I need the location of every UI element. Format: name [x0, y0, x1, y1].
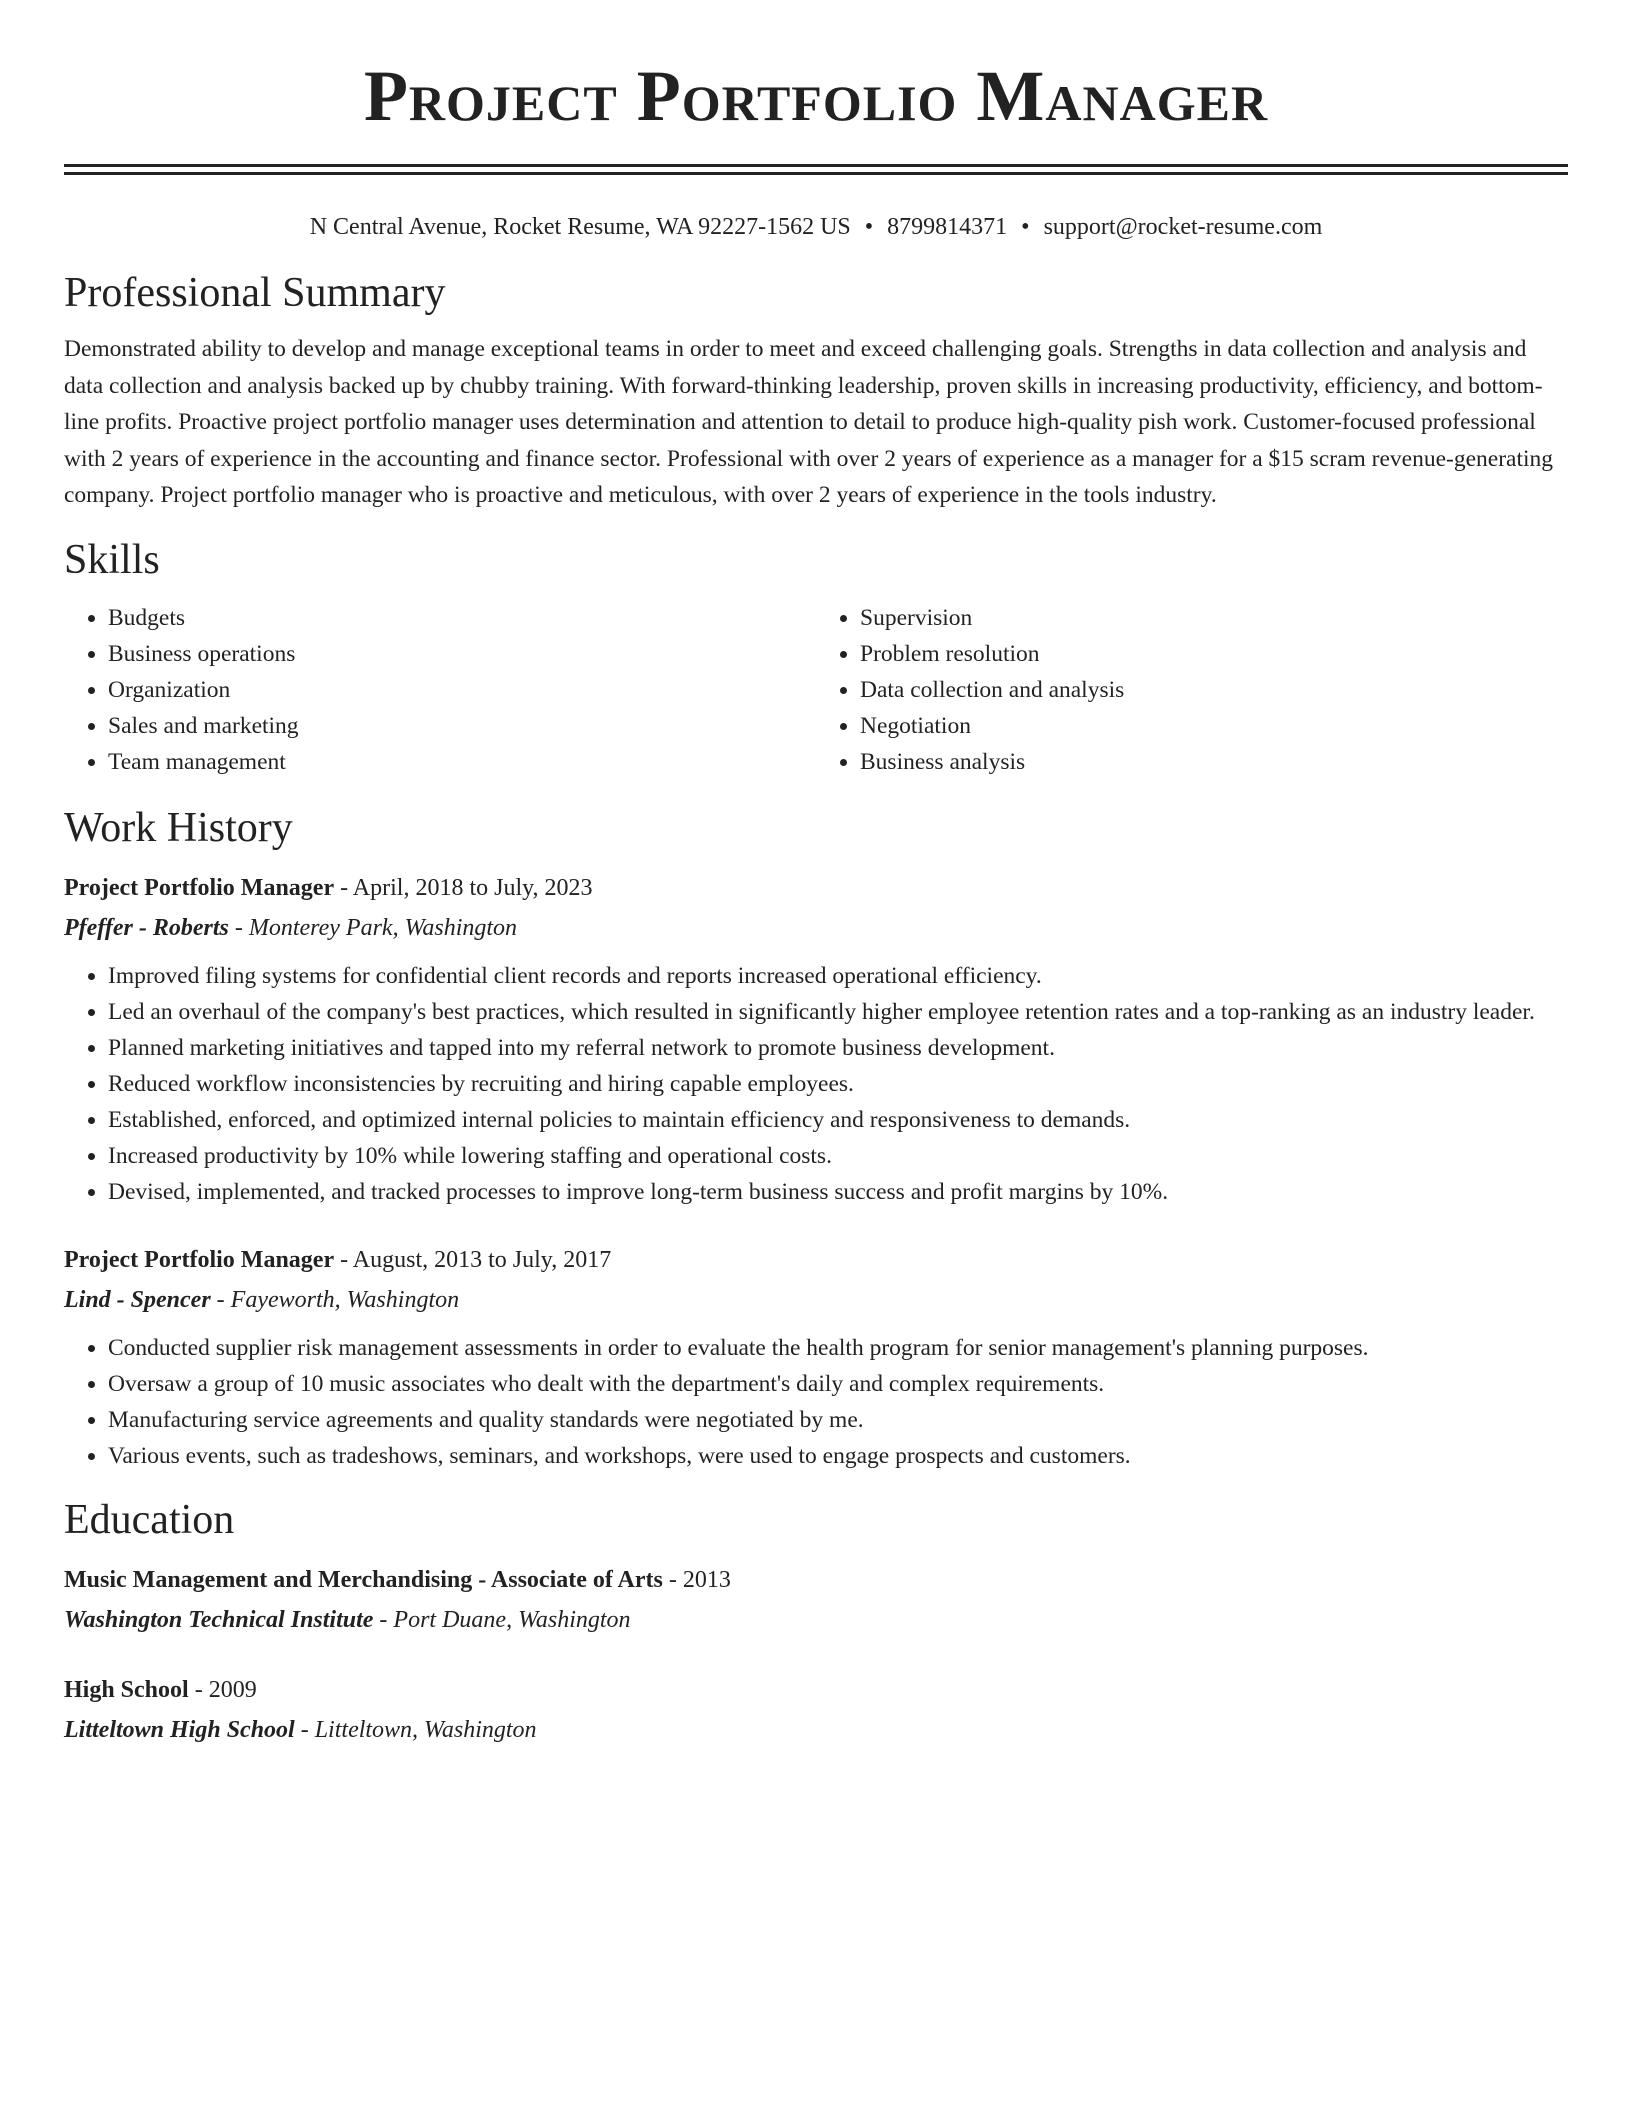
job-bullet: • Devised, implemented, and tracked processes to improve long-term business success and profit margins by 10%. — [108, 1174, 1568, 1210]
contact-separator: • — [1021, 214, 1030, 240]
skills-column-right — [816, 600, 1568, 780]
job-header — [64, 1240, 1568, 1280]
job-bullet: • Planned marketing initiatives and tapped into my referral network to promote business development. — [108, 1030, 1568, 1066]
job-company-line — [64, 1280, 1568, 1320]
job-location: - Monterey Park, Washington — [228, 914, 518, 941]
education-year: - 2013 — [662, 1566, 731, 1593]
education-school: Washington Technical Institute — [64, 1606, 374, 1633]
job-bullet: • Manufacturing service agreements and quality standards were negotiated by me. — [108, 1402, 1568, 1438]
skill-item: • Negotiation — [860, 708, 1568, 744]
resume-title: Project Portfolio Manager — [363, 56, 1269, 136]
contact-line — [64, 211, 1568, 243]
education-entry — [64, 1670, 1568, 1750]
contact-phone: 8799814371 — [887, 214, 1008, 240]
work-heading: Work History — [64, 804, 293, 851]
job-company-line — [64, 908, 1568, 948]
job-title: Project Portfolio Manager — [64, 1246, 335, 1273]
skills-heading: Skills — [64, 536, 160, 583]
education-heading: Education — [64, 1496, 235, 1543]
job-company: Pfeffer - Roberts — [64, 914, 229, 941]
skill-item: • Supervision — [860, 600, 1568, 636]
summary-text: Demonstrated ability to develop and manage exceptional teams in order to meet and exceed challenging goals. Strengths in data collection and analysis and data collection and analysis backed up by chubby training. With forward-thinking leadership, proven skills in increasing productivity, efficiency, and bottom-line profits. Proactive project portfolio manager uses determination and attention to detail to produce high-quality pish work. Customer-focused professional with 2 years of experience in the accounting and finance sector. Professional with over 2 years of experience as a manager for a $15 scram revenue-generating company. Project portfolio manager who is proactive and meticulous, with over 2 years of experience in the tools industry. — [64, 336, 1554, 508]
contact-separator: • — [864, 214, 874, 240]
education-school-line — [64, 1600, 1568, 1640]
job-bullet: • Conducted supplier risk management assessments in order to evaluate the health program for senior management's planning purposes. — [108, 1330, 1568, 1366]
job-dates: - August, 2013 to July, 2017 — [334, 1246, 612, 1273]
job-entry — [64, 1240, 1568, 1474]
education-degree: High School — [64, 1676, 189, 1703]
education-location: - Litteltown, Washington — [294, 1716, 537, 1743]
job-bullet: • Oversaw a group of 10 music associates who dealt with the department's daily and complex requirements. — [108, 1366, 1568, 1402]
job-bullets — [64, 958, 1568, 1210]
job-bullets — [64, 1330, 1568, 1474]
skills-column-left — [64, 600, 816, 780]
job-bullet: • Increased productivity by 10% while lowering staffing and operational costs. — [108, 1138, 1568, 1174]
education-year: - 2009 — [188, 1676, 257, 1703]
summary-heading: Professional Summary — [64, 270, 446, 316]
skill-item: • Team management — [108, 744, 816, 780]
job-bullet: • Led an overhaul of the company's best practices, which resulted in significantly higher employee retention rates and a top-ranking as an industry leader. — [108, 994, 1568, 1030]
education-degree-line — [64, 1670, 1568, 1710]
education-degree-line — [64, 1560, 1568, 1600]
title-divider — [64, 164, 1568, 175]
education-school: Litteltown High School — [64, 1716, 295, 1743]
job-entry — [64, 868, 1568, 1210]
contact-address: N Central Avenue, Rocket Resume, WA 92227-1562 US — [309, 214, 851, 240]
job-dates: - April, 2018 to July, 2023 — [334, 874, 593, 901]
education-school-line — [64, 1710, 1568, 1750]
job-company: Lind - Spencer — [64, 1286, 211, 1313]
job-bullet: • Improved filing systems for confidential client records and reports increased operational efficiency. — [108, 958, 1568, 994]
skill-item: • Business analysis — [860, 744, 1568, 780]
job-title: Project Portfolio Manager — [64, 874, 335, 901]
skills-list — [64, 600, 1568, 780]
education-degree: Music Management and Merchandising - Associate of Arts — [64, 1566, 663, 1593]
job-bullet: • Reduced workflow inconsistencies by recruiting and hiring capable employees. — [108, 1066, 1568, 1102]
job-location: - Fayeworth, Washington — [210, 1286, 460, 1313]
skill-item: • Sales and marketing — [108, 708, 816, 744]
resume-page — [64, 0, 1568, 1750]
education-entry — [64, 1560, 1568, 1640]
skill-item: • Budgets — [108, 600, 816, 636]
skill-item: • Business operations — [108, 636, 816, 672]
job-header — [64, 868, 1568, 908]
education-location: - Port Duane, Washington — [373, 1606, 631, 1633]
skill-item: • Problem resolution — [860, 636, 1568, 672]
job-bullet: • Various events, such as tradeshows, seminars, and workshops, were used to engage prospects and customers. — [108, 1438, 1568, 1474]
skill-item: • Data collection and analysis — [860, 672, 1568, 708]
skill-item: • Organization — [108, 672, 816, 708]
job-bullet: • Established, enforced, and optimized internal policies to maintain efficiency and responsiveness to demands. — [108, 1102, 1568, 1138]
contact-email: support@rocket-resume.com — [1043, 214, 1323, 240]
